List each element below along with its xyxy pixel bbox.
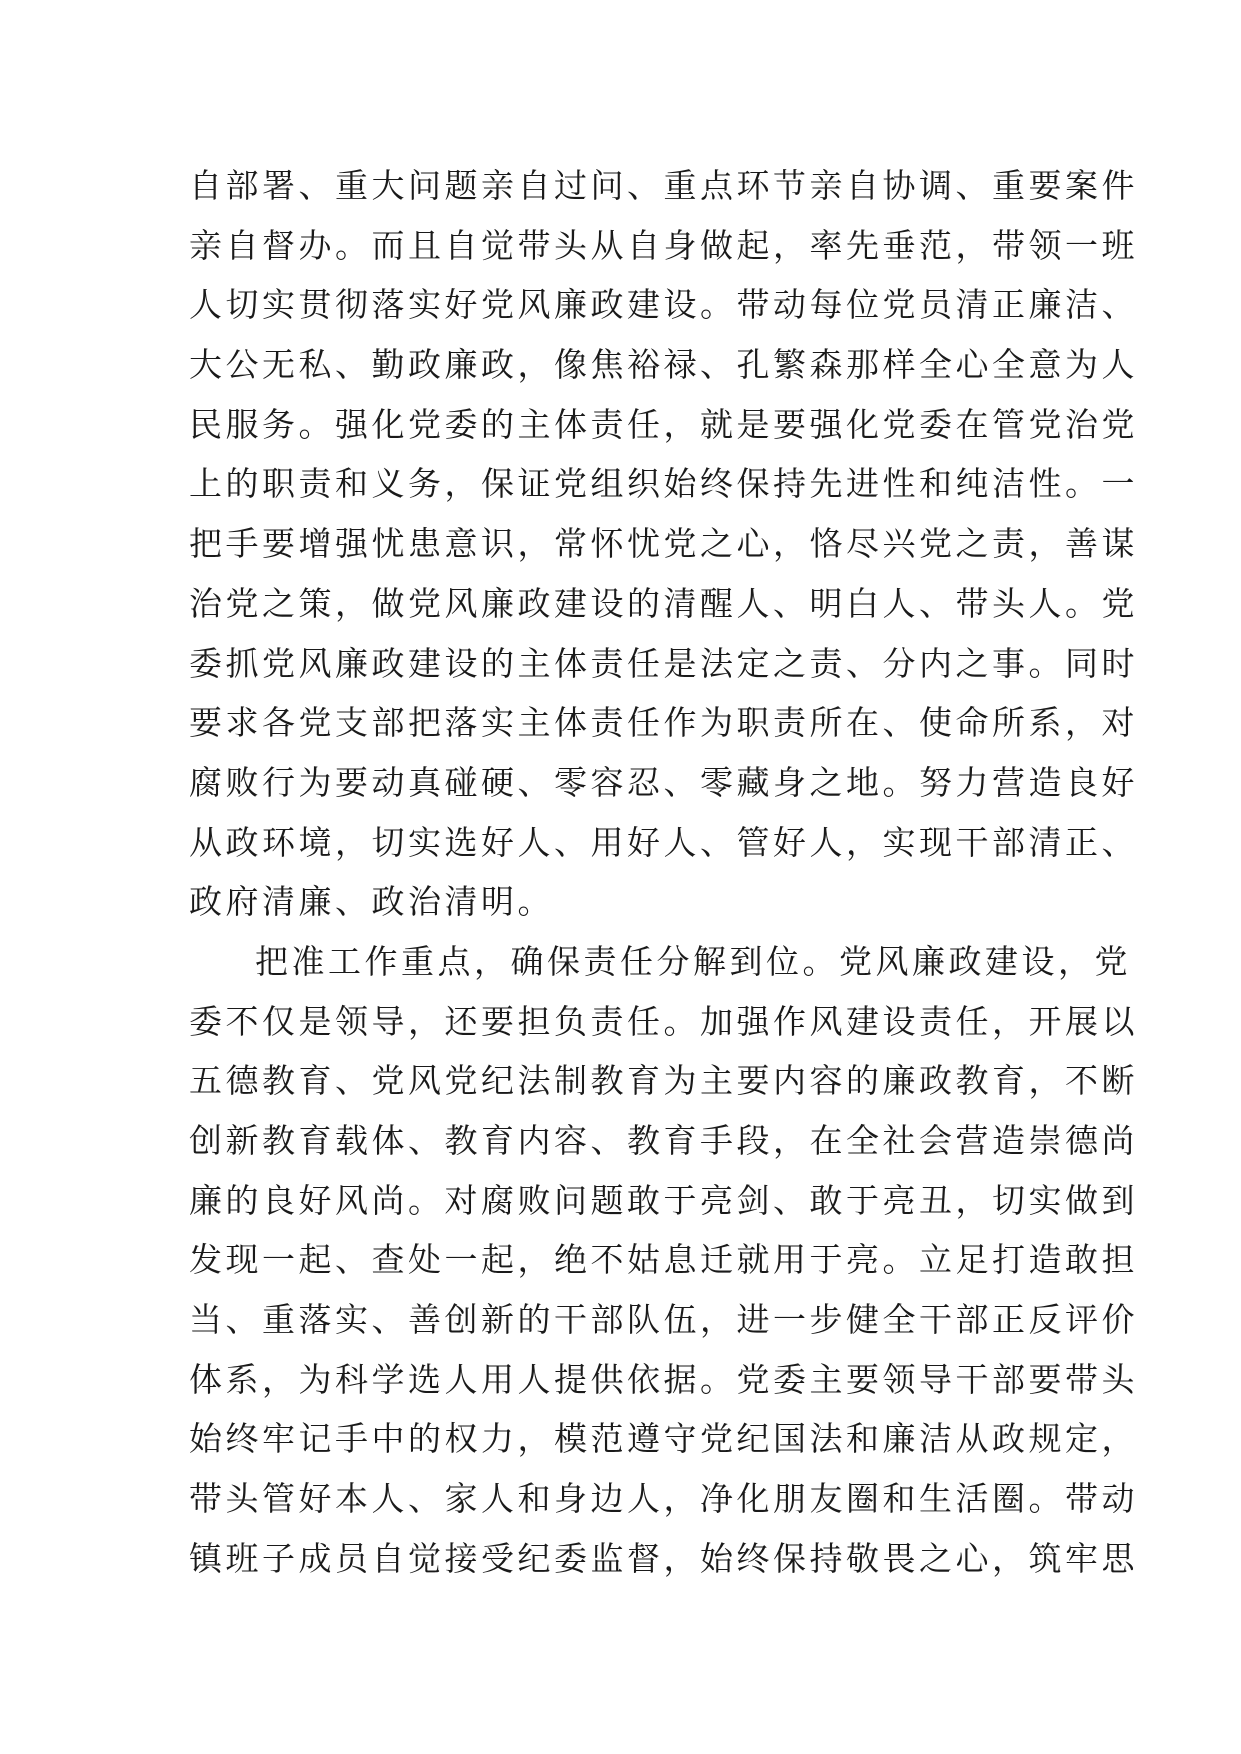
text-line: 当、重落实、善创新的干部队伍，进一步健全干部正反评价 bbox=[189, 1300, 1138, 1340]
text-line: 要求各党支部把落实主体责任作为职责所在、使命所系，对 bbox=[189, 703, 1138, 743]
text-line: 上的职责和义务，保证党组织始终保持先进性和纯洁性。一 bbox=[189, 464, 1138, 504]
text-line: 廉的良好风尚。对腐败问题敢于亮剑、敢于亮丑，切实做到 bbox=[189, 1180, 1138, 1220]
text-line: 腐败行为要动真碰硬、零容忍、零藏身之地。努力营造良好 bbox=[189, 762, 1138, 802]
text-line: 把手要增强忧患意识，常怀忧党之心，恪尽兴党之责，善谋 bbox=[189, 524, 1138, 564]
paragraph-1 bbox=[189, 156, 1138, 932]
text-line: 委不仅是领导，还要担负责任。加强作风建设责任，开展以 bbox=[189, 1001, 1138, 1041]
text-line: 把准工作重点，确保责任分解到位。党风廉政建设，党 bbox=[255, 941, 1131, 981]
text-line: 自部署、重大问题亲自过问、重点环节亲自协调、重要案件 bbox=[189, 166, 1138, 205]
body-text bbox=[189, 156, 1138, 1589]
text-line: 体系，为科学选人用人提供依据。党委主要领导干部要带头 bbox=[189, 1359, 1138, 1399]
text-line: 始终牢记手中的权力，模范遵守党纪国法和廉洁从政规定， bbox=[189, 1419, 1138, 1459]
text-line: 带头管好本人、家人和身边人，净化朋友圈和生活圈。带动 bbox=[189, 1479, 1138, 1519]
text-line: 大公无私、勤政廉政，像焦裕禄、孔繁森那样全心全意为人 bbox=[189, 345, 1138, 385]
text-line: 委抓党风廉政建设的主体责任是法定之责、分内之事。同时 bbox=[189, 643, 1138, 683]
text-line: 创新教育载体、教育内容、教育手段，在全社会营造崇德尚 bbox=[189, 1121, 1138, 1160]
text-line: 人切实贯彻落实好党风廉政建设。带动每位党员清正廉洁、 bbox=[189, 285, 1138, 325]
text-line: 民服务。强化党委的主体责任，就是要强化党委在管党治党 bbox=[189, 404, 1138, 444]
text-line: 治党之策，做党风廉政建设的清醒人、明白人、带头人。党 bbox=[189, 583, 1138, 623]
paragraph-2 bbox=[189, 932, 1138, 1589]
text-line: 从政环境，切实选好人、用好人、管好人，实现干部清正、 bbox=[189, 822, 1138, 862]
text-line: 五德教育、党风党纪法制教育为主要内容的廉政教育，不断 bbox=[189, 1061, 1138, 1101]
text-line: 亲自督办。而且自觉带头从自身做起，率先垂范，带领一班 bbox=[189, 225, 1138, 265]
text-line: 发现一起、查处一起，绝不姑息迁就用于亮。立足打造敢担 bbox=[189, 1240, 1138, 1280]
text-line: 镇班子成员自觉接受纪委监督，始终保持敬畏之心，筑牢思 bbox=[189, 1538, 1138, 1578]
text-line: 政府清廉、政治清明。 bbox=[189, 882, 554, 922]
